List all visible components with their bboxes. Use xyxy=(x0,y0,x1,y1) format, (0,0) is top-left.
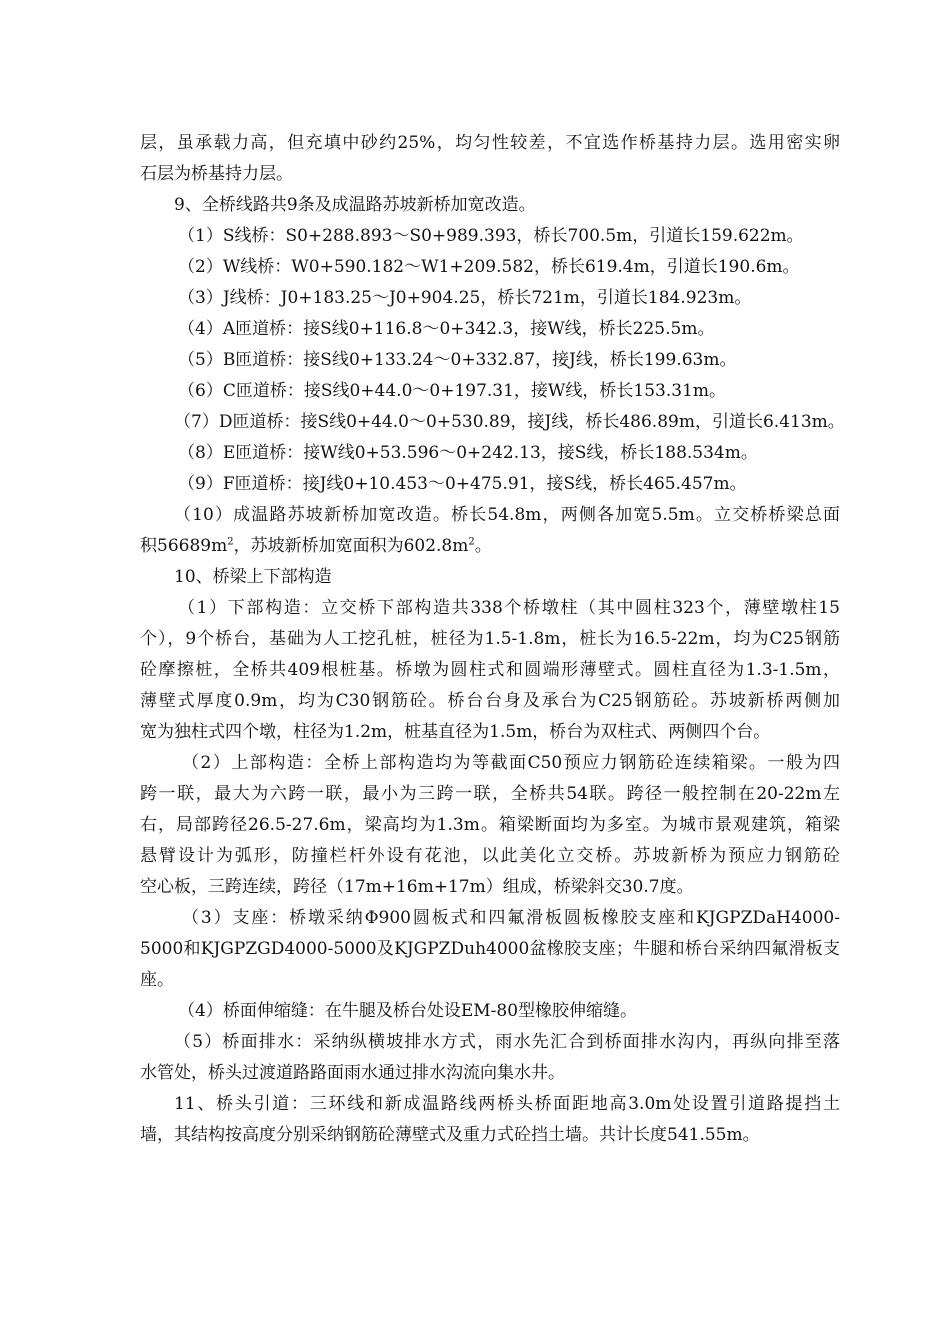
text-line: 空心板，三跨连续，跨径（17m+16m+17m）组成，桥梁斜交30.7度。 xyxy=(140,877,694,897)
section-heading: 10、桥梁上下部构造 xyxy=(174,567,332,587)
text-line: （5）桥面排水：采纳纵横坡排水方式，雨水先汇合到桥面排水沟内，再纵向排至落 xyxy=(174,1032,840,1052)
text-line: 砼摩擦桩，全桥共409根桩基。桥墩为圆柱式和圆端形薄壁式。圆柱直径为1.3-1.5m， xyxy=(140,660,840,680)
area-unit-superscript: 2 xyxy=(227,536,234,548)
text-line: 宽为独柱式四个墩，柱径为1.2m，桩基直径为1.5m，桥台为双柱式、两侧四个台。 xyxy=(140,722,771,742)
list-item: （2）W线桥：W0+590.182～W1+209.582，桥长619.4m，引道长190.6m。 xyxy=(178,257,800,277)
text-line: （2）上部构造：全桥上部构造均为等截面C50预应力钢筋砼连续箱梁。一般为四 xyxy=(182,753,840,773)
list-item: （8）E匝道桥：接W线0+53.596～0+242.13，接S线，桥长188.534m。 xyxy=(178,443,758,463)
list-item: （1）S线桥：S0+288.893～S0+989.393，桥长700.5m，引道长159.622m。 xyxy=(178,226,804,246)
text-line: 个），9个桥台，基础为人工挖孔桩，桩径为1.5-1.8m，桩长为16.5-22m，均为C25钢筋 xyxy=(140,629,840,649)
document-body xyxy=(140,128,845,1151)
area-text-1: 积56689m xyxy=(140,536,228,556)
list-item: （10）成温路苏坡新桥加宽改造。桥长54.8m，两侧各加宽5.5m。立交桥桥梁总面 xyxy=(174,505,840,525)
text-line: 墙，其结构按高度分别采纳钢筋砼薄壁式及重力式砼挡土墙。共计长度541.55m。 xyxy=(140,1125,760,1145)
list-item: （3）J线桥：J0+183.25～J0+904.25，桥长721m，引道长184.923m。 xyxy=(178,288,752,308)
list-item: （9）F匝道桥：接J线0+10.453～0+475.91，接S线，桥长465.457m。 xyxy=(178,474,747,494)
text-line: 悬臂设计为弧形，防撞栏杆外设有花池，以此美化立交桥。苏坡新桥为预应力钢筋砼 xyxy=(140,846,840,866)
text-line xyxy=(140,531,840,562)
text-line: 层，虽承载力高，但充填中砂约25%，均匀性较差，不宜选作桥基持力层。选用密实卵 xyxy=(140,133,840,153)
list-item: （7）D匝道桥：接S线0+44.0～0+530.89，接J线，桥长486.89m，引道长6.413m。 xyxy=(174,412,845,432)
section-heading: 11、桥头引道：三环线和新成温路线两桥头桥面距地高3.0m处设置引道路提挡土 xyxy=(174,1094,840,1114)
list-item: （5）B匝道桥：接S线0+133.24～0+332.87，接J线，桥长199.63m。 xyxy=(178,350,737,370)
text-line: 石层为桥基持力层。 xyxy=(140,164,293,184)
area-text-2: ，苏坡新桥加宽面积为602.8m xyxy=(233,536,469,556)
area-unit-superscript: 2 xyxy=(468,536,475,548)
list-item: （6）C匝道桥：接S线0+44.0～0+197.31，接W线，桥长153.31m。 xyxy=(178,381,727,401)
text-line: 5000和KJGPZGD4000-5000及KJGPZDuh4000盆橡胶支座；牛腿和桥台采纳四氟滑板支 xyxy=(140,939,840,959)
text-line: 跨一联，最大为六跨一联，最小为三跨一联，全桥共54联。跨径一般控制在20-22m左 xyxy=(140,784,840,804)
text-line: 水管处，桥头过渡道路路面雨水通过排水沟流向集水井。 xyxy=(140,1063,565,1083)
section-heading: 9、全桥线路共9条及成温路苏坡新桥加宽改造。 xyxy=(174,195,536,215)
area-text-3: 。 xyxy=(474,536,492,556)
list-item: （4）A匝道桥：接S线0+116.8～0+342.3，接W线，桥长225.5m。 xyxy=(178,319,715,339)
text-line: （4）桥面伸缩缝：在牛腿及桥台处设EM-80型橡胶伸缩缝。 xyxy=(178,1001,638,1021)
text-line: 右，局部跨径26.5-27.6m，梁高均为1.3m。箱梁断面均为多室。为城市景观建筑，箱梁 xyxy=(140,815,840,835)
text-line: 薄壁式厚度0.9m，均为C30钢筋砼。桥台台身及承台为C25钢筋砼。苏坡新桥两侧加 xyxy=(140,691,840,711)
text-line: （3）支座：桥墩采纳Φ900圆板式和四氟滑板圆板橡胶支座和KJGPZDaH4000- xyxy=(182,908,840,928)
text-line: 座。 xyxy=(140,970,174,990)
text-line: （1）下部构造：立交桥下部构造共338个桥墩柱（其中圆柱323个，薄壁墩柱15 xyxy=(178,598,840,618)
